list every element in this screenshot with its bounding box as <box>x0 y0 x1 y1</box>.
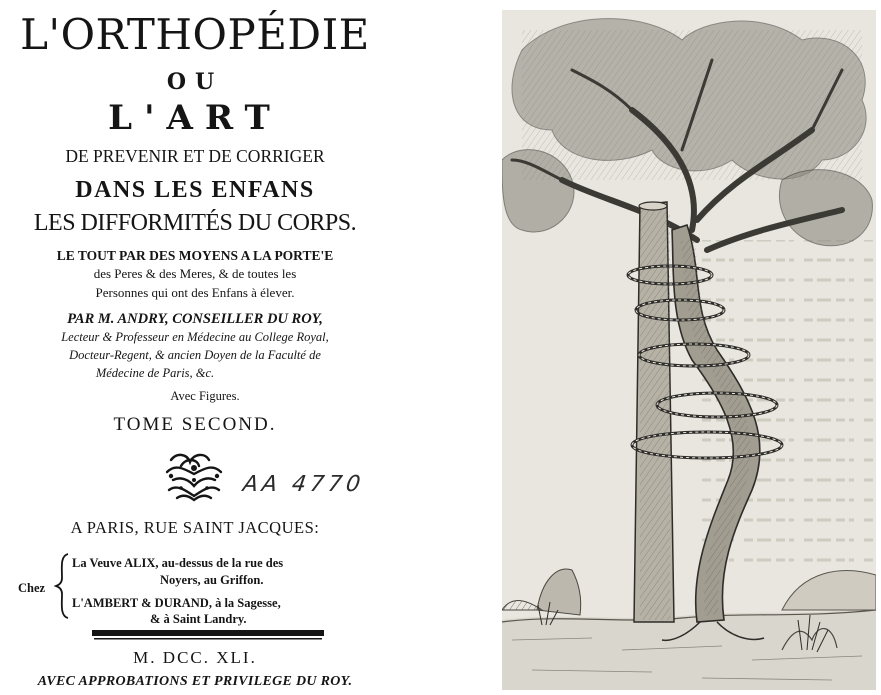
author-line-4: Médecine de Paris, &c. <box>95 366 215 380</box>
publisher-2-line-1: L'AMBERT & DURAND, à la Sagesse, <box>72 596 281 610</box>
publisher-2-line-2: & à Saint Landry. <box>150 612 247 626</box>
volume-label: TOME SECOND. <box>113 414 277 435</box>
engraving-plate-crooked-tree <box>502 10 876 690</box>
means-line-2: des Peres & des Meres, & de toutes les <box>93 266 297 281</box>
means-line-3: Personnes qui ont des Enfans à élever. <box>95 285 295 300</box>
curly-brace-icon <box>54 552 70 620</box>
means-line-1: LE TOUT PAR DES MOYENS A LA PORTE'E <box>56 248 334 263</box>
subtitle-line-1: DE PREVENIR ET DE CORRIGER <box>65 146 325 166</box>
subtitle-line-2: DANS LES ENFANS <box>75 177 315 203</box>
title-art: L'ART <box>108 98 282 138</box>
double-rule-divider <box>92 628 324 641</box>
author-line-1: PAR M. ANDRY, CONSEILLER DU ROY, <box>67 311 323 327</box>
place-of-publication: A PARIS, RUE SAINT JACQUES: <box>70 518 320 537</box>
printer-ornament-icon <box>163 450 225 502</box>
author-line-3: Docteur-Regent, & ancien Doyen de la Faculté de <box>69 348 321 362</box>
chez-label: Chez <box>18 581 46 595</box>
subtitle-line-3: LES DIFFORMITÉS DU CORPS. <box>33 210 357 236</box>
book-title: L'ORTHOPÉDIE <box>20 10 370 59</box>
publisher-1-line-1: La Veuve ALIX, au-dessus de la rue des <box>72 556 284 570</box>
title-page <box>0 0 390 695</box>
publisher-1-line-2: Noyers, au Griffon. <box>160 573 264 587</box>
royal-privilege: AVEC APPROBATIONS ET PRIVILEGE DU ROY. <box>37 674 353 689</box>
author-line-2: Lecteur & Professeur en Médecine au College Royal, <box>61 330 329 344</box>
publication-year: M. DCC. XLI. <box>133 648 257 667</box>
figures-note: Avec Figures. <box>170 389 240 403</box>
library-stamp: AA 4770 <box>241 472 366 497</box>
title-conjunction: OU <box>166 69 224 95</box>
